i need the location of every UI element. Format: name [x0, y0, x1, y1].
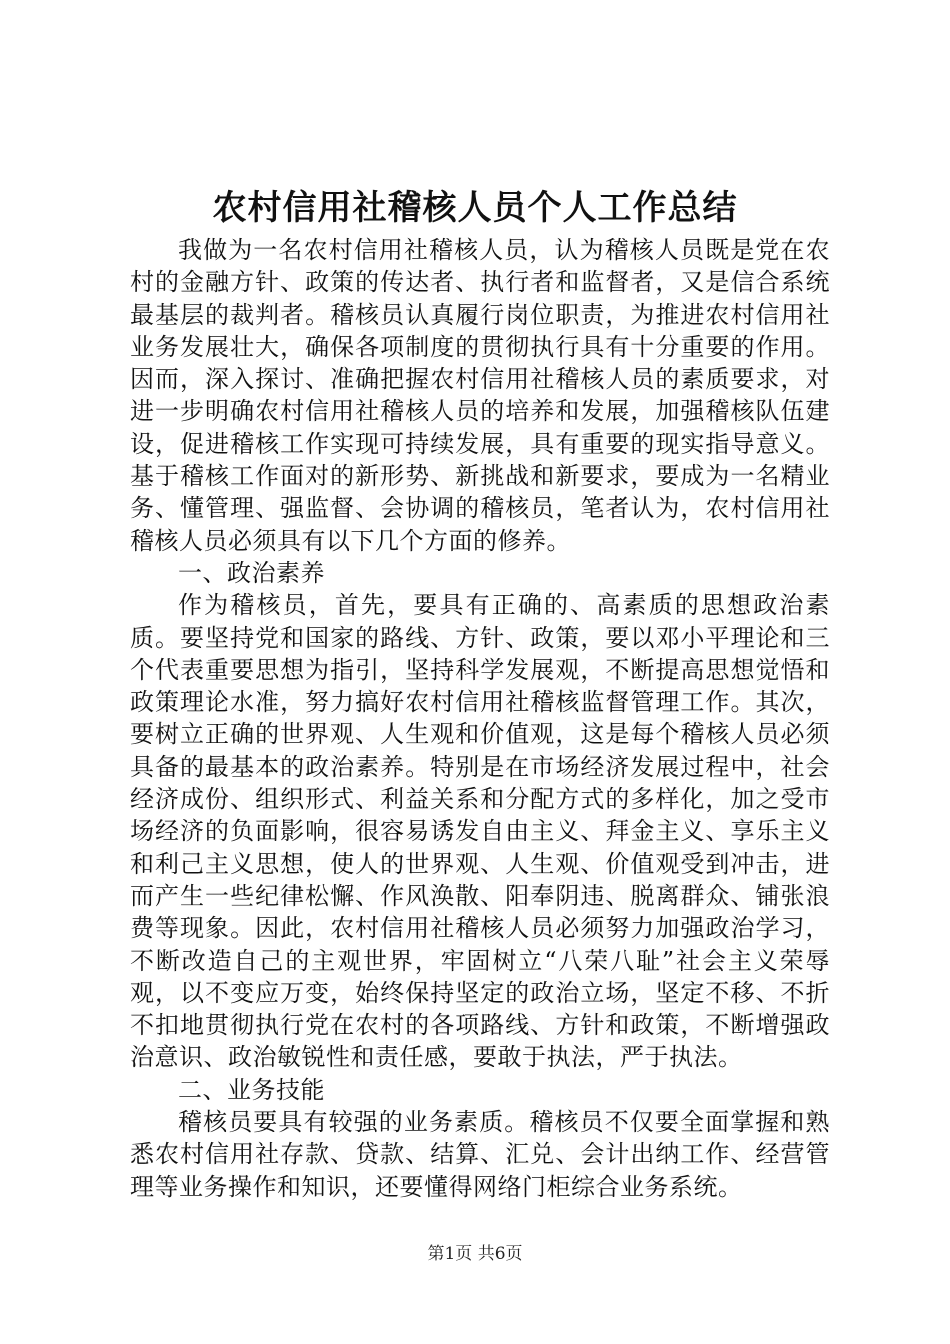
document-title: 农村信用社稽核人员个人工作总结 — [212, 188, 738, 228]
business-paragraph: 稽核员要具有较强的业务素质。稽核员不仅要全面掌握和熟悉农村信用社存款、贷款、结算、汇兑、会计出纳工作、经营管理等业务操作和知识，还要懂得网络门柜综合业务系统。 — [130, 1108, 830, 1201]
political-paragraph: 作为稽核员，首先，要具有正确的、高素质的思想政治素质。要坚持党和国家的路线、方针、政策，要以邓小平理论和三个代表重要思想为指引，坚持科学发展观，不断提高思想觉悟和政策理论水准，努力搞好农村信用社稽核监督管理工作。其次，要树立正确的世界观、人生观和价值观，这是每个稽核人员必须具备的最基本的政治素养。特别是在市场经济发展过程中，社会经济成份、组织形式、利益关系和分配方式的多样化，加之受市场经济的负面影响，很容易诱发自由主义、拜金主义、享乐主义和利己主义思想，使人的世界观、人生观、价值观受到冲击，进而产生一些纪律松懈、作风涣散、阳奉阴违、脱离群众、铺张浪费等现象。因此，农村信用社稽核人员必须努力加强政治学习，不断改造自己的主观世界，牢固树立“八荣八耻”社会主义荣辱观，以不变应万变，始终保持坚定的政治立场，坚定不移、不折不扣地贯彻执行党在农村的各项路线、方针和政策，不断增强政治意识、政治敏锐性和责任感，要敢于执法，严于执法。 — [130, 591, 830, 1072]
section-heading-political: 一、政治素养 — [178, 558, 325, 587]
intro-paragraph: 我做为一名农村信用社稽核人员，认为稽核人员既是党在农村的金融方针、政策的传达者、执行者和监督者，又是信合系统最基层的裁判者。稽核员认真履行岗位职责，为推进农村信用社业务发展壮大，确保各项制度的贯彻执行具有十分重要的作用。因而，深入探讨、准确把握农村信用社稽核人员的素质要求，对进一步明确农村信用社稽核人员的培养和发展，加强稽核队伍建设，促进稽核工作实现可持续发展，具有重要的现实指导意义。基于稽核工作面对的新形势、新挑战和新要求，要成为一名精业务、懂管理、强监督、会协调的稽核员，笔者认为，农村信用社稽核人员必须具有以下几个方面的修养。 — [130, 236, 830, 555]
document-body — [130, 234, 830, 1203]
page-number-footer: 第1页 共6页 — [427, 1244, 523, 1264]
section-heading-business: 二、业务技能 — [178, 1075, 325, 1104]
